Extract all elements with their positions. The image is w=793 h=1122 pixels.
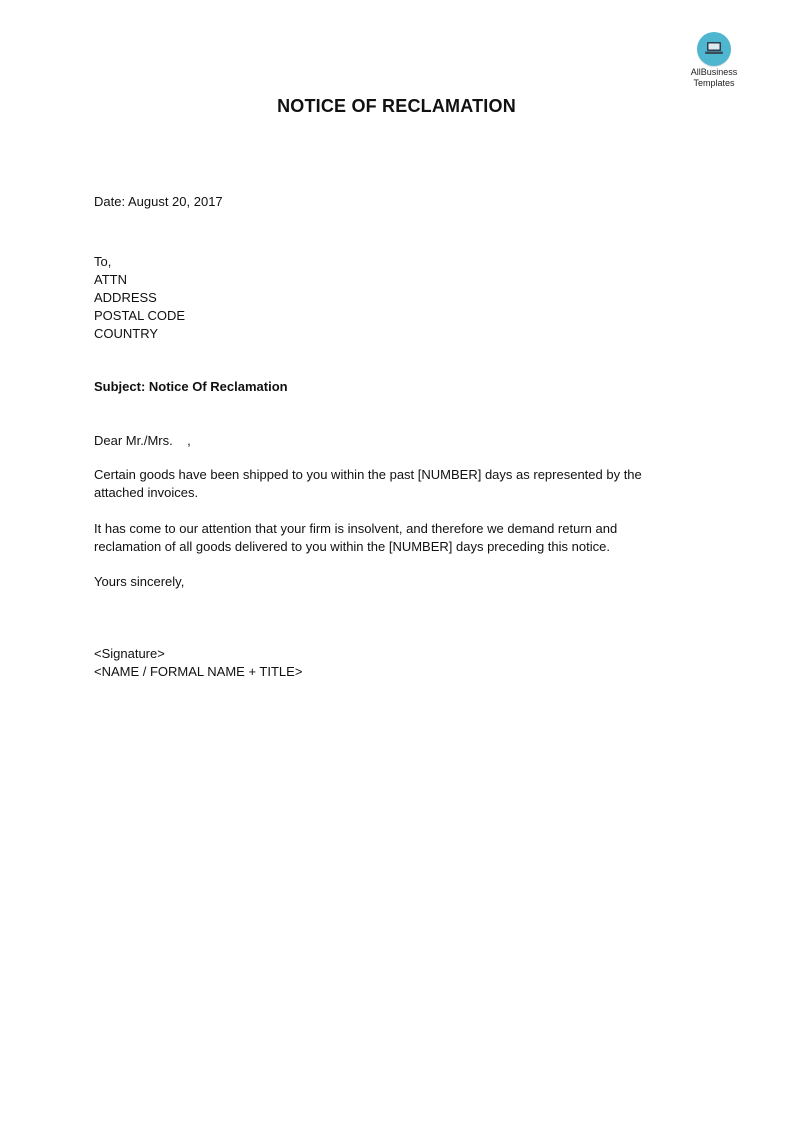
logo-text-line2: Templates xyxy=(693,78,735,88)
salutation: Dear Mr./Mrs. , xyxy=(94,433,191,448)
paragraph1-line1: Certain goods have been shipped to you within the past [NUMBER] days as represented by the xyxy=(94,467,642,482)
signature-placeholder: <Signature> xyxy=(94,646,165,661)
name-title-placeholder: <NAME / FORMAL NAME + TITLE> xyxy=(94,664,303,679)
logo-badge xyxy=(697,32,731,66)
recipient-address: ADDRESS xyxy=(94,290,157,305)
recipient-postal-code: POSTAL CODE xyxy=(94,308,186,323)
document-title: NOTICE OF RECLAMATION xyxy=(277,96,516,116)
logo xyxy=(684,32,744,88)
paragraph2-line1: It has come to our attention that your firm is insolvent, and therefore we demand return and xyxy=(94,521,618,536)
subject-line: Subject: Notice Of Reclamation xyxy=(94,379,288,394)
paragraph2-line2: reclamation of all goods delivered to you within the [NUMBER] days preceding this notice. xyxy=(94,539,610,554)
logo-text-line1: AllBusiness xyxy=(690,67,738,77)
recipient-country: COUNTRY xyxy=(94,326,159,341)
recipient-attn: ATTN xyxy=(94,272,127,287)
laptop-icon xyxy=(704,41,724,56)
closing-line: Yours sincerely, xyxy=(94,574,185,589)
paragraph1-line2: attached invoices. xyxy=(94,485,199,500)
recipient-to: To, xyxy=(94,254,112,269)
date-line: Date: August 20, 2017 xyxy=(94,194,223,209)
